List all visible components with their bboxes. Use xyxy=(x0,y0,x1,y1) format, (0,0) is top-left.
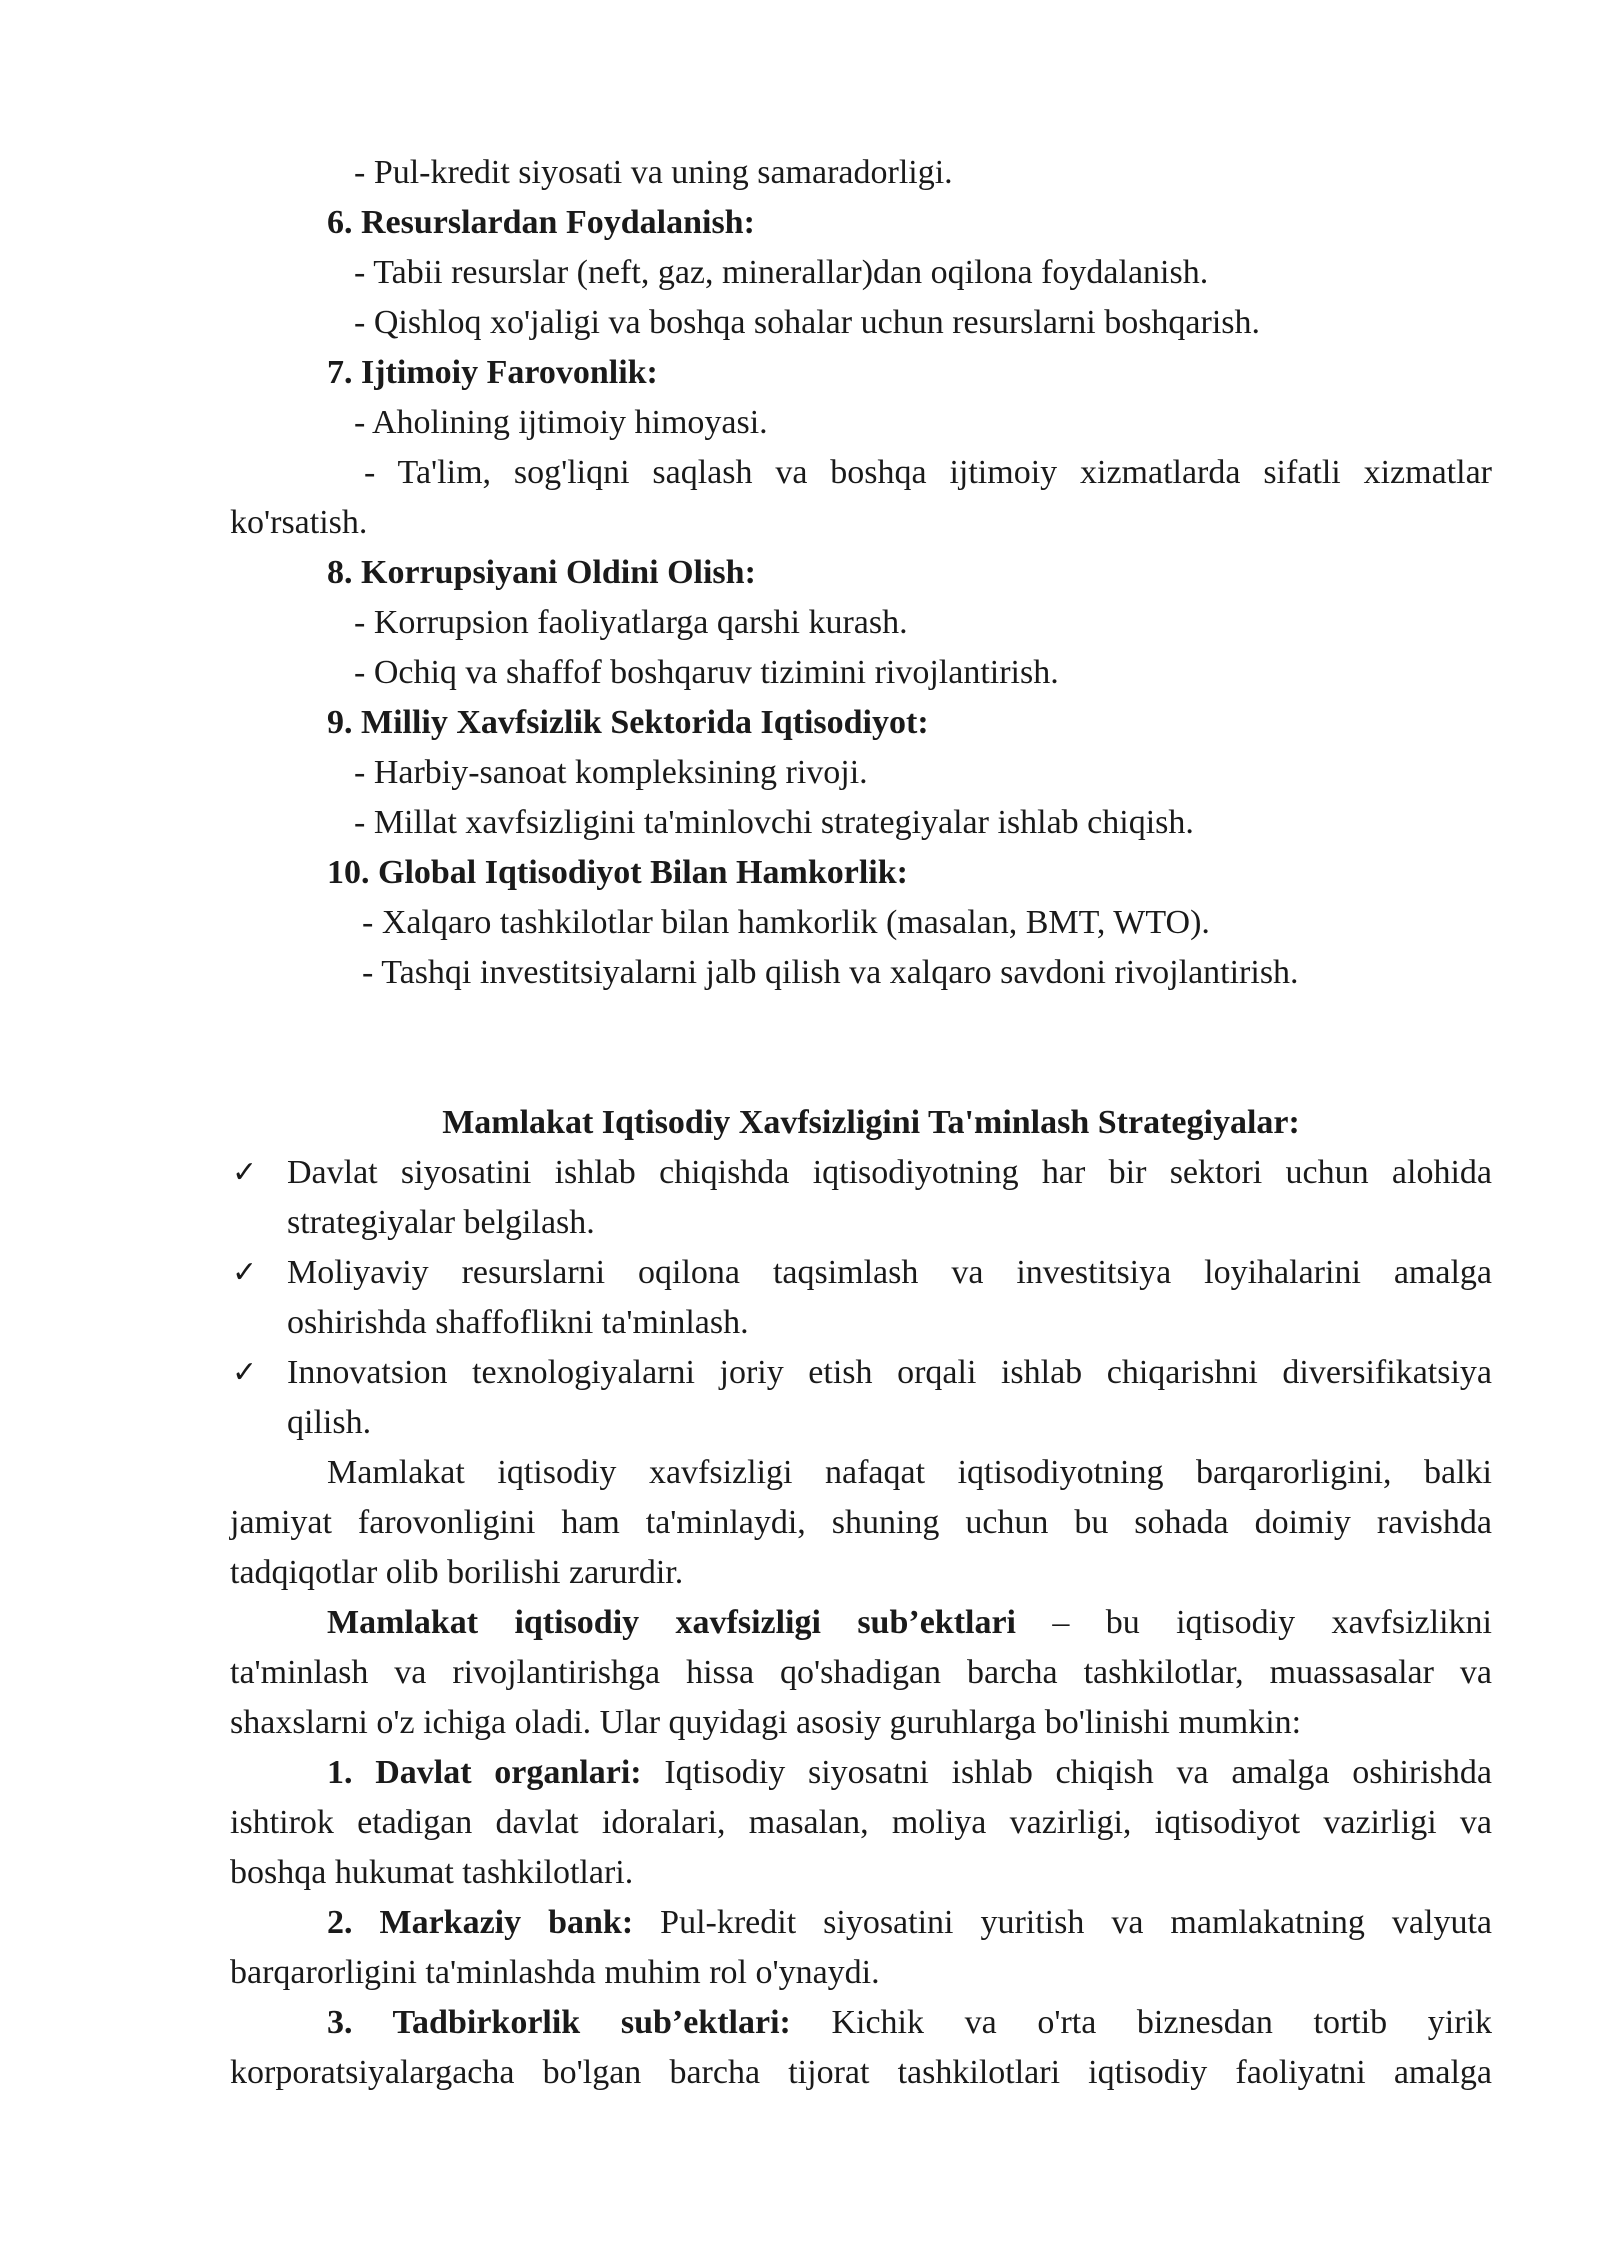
section-heading: 9. Milliy Xavfsizlik Sektorida Iqtisodiyot: xyxy=(327,704,929,741)
paragraph-line xyxy=(230,1898,1492,1948)
checklist-item-text: Moliyaviy resurslarni oqilona taqsimlash va investitsiya loyihalarini amalga xyxy=(287,1254,1492,1291)
list-item: - Aholining ijtimoiy himoyasi. xyxy=(354,404,768,441)
paragraph-line: barqarorligini ta'minlashda muhim rol o'ynaydi. xyxy=(230,1954,880,1991)
section-heading: 6. Resurslardan Foydalanish: xyxy=(327,204,755,241)
section-gap xyxy=(230,998,1492,1098)
checklist-item-text: Davlat siyosatini ishlab chiqishda iqtisodiyotning har bir sektori uchun alohida xyxy=(287,1154,1492,1191)
subject-title: 3. Tadbirkorlik sub’ektlari: xyxy=(327,2004,791,2041)
paragraph-line: boshqa hukumat tashkilotlari. xyxy=(230,1854,634,1891)
paragraph-line xyxy=(230,1598,1492,1648)
subject-title: 1. Davlat organlari: xyxy=(327,1754,642,1791)
paragraph-line: Mamlakat iqtisodiy xavfsizligi nafaqat iqtisodiyotning barqarorligini, balki xyxy=(327,1454,1492,1491)
checklist-item xyxy=(230,1148,1492,1248)
list-item: - Millat xavfsizligini ta'minlovchi strategiyalar ishlab chiqish. xyxy=(354,804,1194,841)
list-item: - Xalqaro tashkilotlar bilan hamkorlik (masalan, BMT, WTO). xyxy=(362,904,1210,941)
term-bold: Mamlakat iqtisodiy xavfsizligi sub’ektlari xyxy=(327,1604,1016,1641)
subject-text: Pul-kredit siyosatini yuritish va mamlakatning valyuta xyxy=(633,1904,1492,1941)
paragraph-line: shaxslarni o'z ichiga oladi. Ular quyidagi asosiy guruhlarga bo'linishi mumkin: xyxy=(230,1704,1302,1741)
list-item: - Tabii resurslar (neft, gaz, minerallar)dan oqilona foydalanish. xyxy=(354,254,1209,291)
list-item: - Korrupsion faoliyatlarga qarshi kurash. xyxy=(354,604,908,641)
paragraph-line xyxy=(230,1748,1492,1798)
document-page xyxy=(230,148,1492,2098)
checkmark-icon: ✓ xyxy=(232,1355,258,1390)
paragraph-line: ta'minlash va rivojlantirishga hissa qo'shadigan barcha tashkilotlar, muassasalar va xyxy=(230,1654,1492,1691)
paragraph-line: tadqiqotlar olib borilishi zarurdir. xyxy=(230,1554,684,1591)
section-heading: 7. Ijtimoiy Farovonlik: xyxy=(327,354,658,391)
checklist-item-text: strategiyalar belgilash. xyxy=(287,1204,595,1241)
paragraph-line xyxy=(230,1998,1492,2048)
paragraph-line: ishtirok etadigan davlat idoralari, masalan, moliya vazirligi, iqtisodiyot vazirligi va xyxy=(230,1804,1492,1841)
paragraph-line: jamiyat farovonligini ham ta'minlaydi, shuning uchun bu sohada doimiy ravishda xyxy=(230,1504,1492,1541)
term-definition: – bu iqtisodiy xavfsizlikni xyxy=(1016,1604,1492,1641)
paragraph-line: korporatsiyalargacha bo'lgan barcha tijorat tashkilotlari iqtisodiy faoliyatni amalga xyxy=(230,2054,1492,2091)
checklist-item xyxy=(230,1248,1492,1348)
subject-title: 2. Markaziy bank: xyxy=(327,1904,634,1941)
checklist-item-text: oshirishda shaffoflikni ta'minlash. xyxy=(287,1304,749,1341)
subject-text: Kichik va o'rta biznesdan tortib yirik xyxy=(790,2004,1492,2041)
list-item: - Pul-kredit siyosati va uning samaradorligi. xyxy=(354,154,953,191)
list-item: - Tashqi investitsiyalarni jalb qilish va xalqaro savdoni rivojlantirish. xyxy=(362,954,1299,991)
list-item: - Ta'lim, sog'liqni saqlash va boshqa ijtimoiy xizmatlarda sifatli xizmatlar xyxy=(364,454,1492,491)
section-heading: 10. Global Iqtisodiyot Bilan Hamkorlik: xyxy=(327,854,908,891)
list-item-continuation: ko'rsatish. xyxy=(230,504,368,541)
list-item: - Ochiq va shaffof boshqaruv tizimini rivojlantirish. xyxy=(354,654,1059,691)
checklist-item-text: Innovatsion texnologiyalarni joriy etish orqali ishlab chiqarishni diversifikatsiya xyxy=(287,1354,1492,1391)
checkmark-icon: ✓ xyxy=(232,1155,258,1190)
checklist-item-text: qilish. xyxy=(287,1404,372,1441)
section-heading: 8. Korrupsiyani Oldini Olish: xyxy=(327,554,756,591)
strategies-title: Mamlakat Iqtisodiy Xavfsizligini Ta'minlash Strategiyalar: xyxy=(442,1104,1300,1141)
subject-text: Iqtisodiy siyosatni ishlab chiqish va amalga oshirishda xyxy=(641,1754,1492,1791)
checklist-item xyxy=(230,1348,1492,1448)
checkmark-icon: ✓ xyxy=(232,1255,258,1290)
list-item: - Qishloq xo'jaligi va boshqa sohalar uchun resurslarni boshqarish. xyxy=(354,304,1261,341)
list-item: - Harbiy-sanoat kompleksining rivoji. xyxy=(354,754,868,791)
